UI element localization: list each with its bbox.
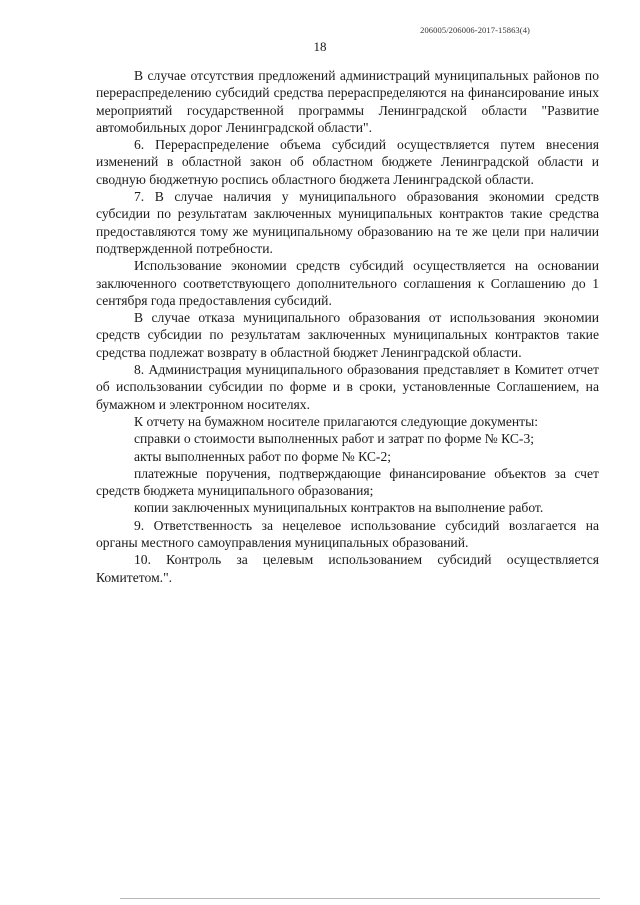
paragraph-savings-refusal: В случае отказа муниципального образования от использования экономии средств субсидии по результатам заключенных муниципальных контрактов такие средства подлежат возврату в областной бюджет Ленинградской области.: [96, 310, 599, 360]
list-item-payment-orders: платежные поручения, подтверждающие финансирование объектов за счет средств бюджета муниципального образования;: [96, 465, 599, 499]
paragraph-6-redistribution: 6. Перераспределение объема субсидий осуществляется путем внесения изменений в областной закон об областном бюджете Ленинградской области и сводную бюджетную роспись областного бюджета Ленинградской области.: [96, 137, 599, 187]
document-body: [96, 67, 599, 586]
page-number: 18: [313, 39, 327, 54]
document-id: 206005/206006-2017-15863(4): [420, 25, 530, 35]
paragraph-savings-usage: Использование экономии средств субсидий осуществляется на основании заключенного соответствующего дополнительного соглашения к Соглашению до 1 сентября года предоставления субсидий.: [96, 258, 599, 308]
list-item-ks2: акты выполненных работ по форме № КС-2;: [134, 448, 392, 464]
paragraph-7-savings: 7. В случае наличия у муниципального образования экономии средств субсидии по результатам заключенных муниципальных контрактов такие средства предоставляются тому же муниципальному образованию на те же цели при наличии подтвержденной потребности.: [96, 189, 599, 256]
paragraph-report-attachments: К отчету на бумажном носителе прилагаются следующие документы:: [134, 413, 538, 429]
paragraph-8-report: 8. Администрация муниципального образования представляет в Комитет отчет об использовании субсидии по форме и в сроки, установленные Соглашением, на бумажном и электронном носителях.: [96, 362, 599, 412]
list-item-ks3: справки о стоимости выполненных работ и затрат по форме № КС-3;: [134, 431, 535, 447]
paragraph-10-control: 10. Контроль за целевым использованием субсидий осуществляется Комитетом.".: [96, 552, 599, 585]
paragraph-9-responsibility: 9. Ответственность за нецелевое использование субсидий возлагается на органы местного самоуправления муниципальных образований.: [96, 517, 599, 551]
page-bottom-edge: [120, 898, 600, 899]
list-item-contracts: копии заключенных муниципальных контрактов на выполнение работ.: [134, 500, 544, 516]
paragraph-redistribution-absence: В случае отсутствия предложений администраций муниципальных районов по перераспределению субсидий средства перераспределяются на финансирование иных мероприятий государственной программы Ленинградской области "Развитие автомобильных дорог Ленинградской области".: [96, 68, 599, 135]
